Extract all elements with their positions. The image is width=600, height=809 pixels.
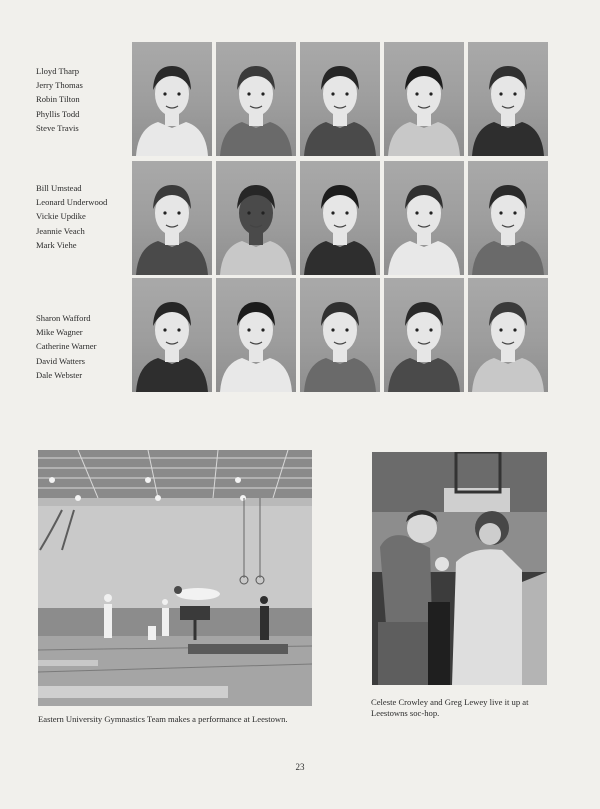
student-name: Steve Travis — [36, 122, 79, 133]
student-name: David Watters — [36, 355, 86, 366]
student-portrait — [468, 42, 548, 156]
student-name: Bill Umstead — [36, 183, 82, 193]
student-name: Vickie Updike — [36, 211, 86, 222]
student-portrait — [132, 161, 212, 275]
student-name: Mike Wagner — [36, 327, 83, 338]
student-name: Robin Tilton — [36, 94, 80, 105]
student-portrait — [132, 42, 212, 156]
student-portrait — [300, 42, 380, 156]
student-portrait — [300, 161, 380, 275]
sochop-photo — [372, 452, 547, 685]
student-portrait — [384, 42, 464, 156]
student-portrait — [132, 278, 212, 392]
gymnastics-caption: Eastern University Gymnastics Team makes a performance at Leestown. — [38, 714, 288, 724]
student-portrait — [216, 42, 296, 156]
student-portrait — [384, 161, 464, 275]
student-name: Phyllis Todd — [36, 108, 80, 119]
student-name: Leonard Underwood — [36, 197, 108, 208]
student-name: Dale Webster — [36, 369, 83, 380]
student-portrait — [216, 161, 296, 275]
student-name: Sharon Wafford — [36, 313, 91, 323]
student-portrait — [384, 278, 464, 392]
sochop-caption: Celeste Crowley and Greg Lewey live it up at Leestowns soc-hop. — [371, 697, 529, 718]
student-portrait — [216, 278, 296, 392]
student-name: Lloyd Tharp — [36, 66, 80, 76]
student-name: Jeannie Veach — [36, 225, 85, 236]
student-portrait — [468, 278, 548, 392]
gymnastics-photo — [38, 450, 312, 706]
student-name: Jerry Thomas — [36, 80, 83, 91]
student-portrait — [468, 161, 548, 275]
student-portrait — [300, 278, 380, 392]
student-name: Catherine Warner — [36, 341, 97, 352]
page-number: 23 — [295, 762, 305, 772]
name-list-row-3 — [36, 311, 96, 382]
student-name: Mark Viehe — [36, 239, 77, 250]
name-list-row-2 — [36, 181, 107, 252]
name-list-row-1 — [36, 64, 83, 135]
